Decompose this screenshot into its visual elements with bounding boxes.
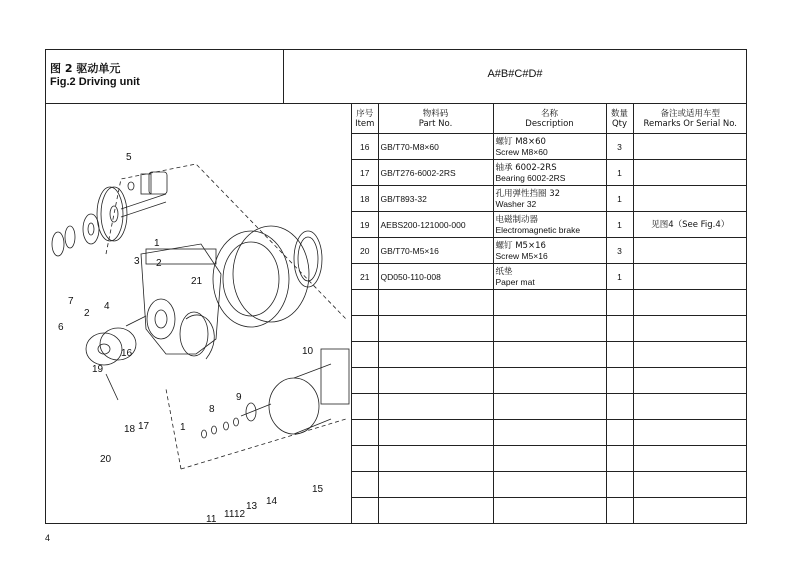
table-row (352, 160, 747, 186)
table-row (352, 212, 747, 238)
callout-9: 9 (236, 392, 242, 403)
parts-table (352, 104, 747, 524)
model-code-block (284, 50, 746, 104)
header-part-no: 物料码 Part No. (378, 104, 493, 134)
exploded-view-drawing (46, 104, 352, 523)
header-remarks: 备注或适用车型 Remarks Or Serial No. (633, 104, 747, 134)
empty-cell (633, 368, 747, 394)
empty-cell (378, 290, 493, 316)
empty-cell (606, 420, 633, 446)
cell-description: 孔用弹性挡圈 32 Washer 32 (493, 186, 606, 212)
callout-7: 7 (68, 296, 74, 307)
cell-remarks (633, 264, 747, 290)
empty-cell (352, 342, 378, 368)
cell-part-no: GB/T276-6002-2RS (378, 160, 493, 186)
cell-part-no: GB/T70-M8×60 (378, 134, 493, 160)
washer-part-13 (234, 418, 239, 426)
empty-table-row (352, 498, 747, 524)
cell-qty: 1 (606, 186, 633, 212)
callout-19: 19 (92, 364, 104, 375)
empty-cell (378, 368, 493, 394)
cell-part-no: GB/T70-M5×16 (378, 238, 493, 264)
empty-cell (378, 316, 493, 342)
header-item: 序号 Item (352, 104, 378, 134)
circlip-part-6 (65, 226, 75, 248)
empty-cell (633, 394, 747, 420)
callout-11a: 11 (206, 514, 217, 524)
empty-cell (493, 420, 606, 446)
empty-cell (493, 446, 606, 472)
cell-item: 18 (352, 186, 378, 212)
washer-part-11b (202, 430, 207, 438)
empty-cell (378, 472, 493, 498)
empty-cell (352, 472, 378, 498)
empty-table-row (352, 446, 747, 472)
callout-14: 14 (266, 496, 278, 507)
callout-1b: 1 (180, 422, 186, 433)
cell-item: 17 (352, 160, 378, 186)
empty-cell (606, 446, 633, 472)
empty-cell (352, 498, 378, 524)
page-number: 4 (45, 533, 51, 543)
cell-qty: 3 (606, 134, 633, 160)
empty-cell (352, 420, 378, 446)
callout-20: 20 (100, 454, 112, 465)
cell-qty: 1 (606, 264, 633, 290)
callout-8: 8 (209, 404, 215, 415)
table-row (352, 238, 747, 264)
gasket-part-8 (186, 315, 214, 359)
cell-description: 螺钉 M5×16 Screw M5×16 (493, 238, 606, 264)
parts-page-frame (45, 49, 747, 524)
callout-11b: 11 (224, 509, 235, 520)
motor-part-15 (269, 378, 319, 434)
callout-5: 5 (126, 152, 132, 163)
empty-cell (493, 394, 606, 420)
empty-cell (633, 316, 747, 342)
cell-description: 螺钉 M8×60 Screw M8×60 (493, 134, 606, 160)
empty-cell (493, 342, 606, 368)
seal-ring-part-7 (52, 232, 64, 256)
callout-1a: 1 (154, 238, 160, 249)
empty-cell (352, 368, 378, 394)
empty-table-row (352, 290, 747, 316)
cell-qty: 1 (606, 212, 633, 238)
callout-2a: 2 (156, 258, 162, 269)
cell-remarks (633, 160, 747, 186)
empty-cell (493, 498, 606, 524)
empty-table-row (352, 368, 747, 394)
callout-10: 10 (302, 346, 314, 357)
empty-cell (493, 290, 606, 316)
empty-cell (633, 498, 747, 524)
empty-cell (606, 316, 633, 342)
empty-cell (352, 290, 378, 316)
empty-table-row (352, 472, 747, 498)
screw-part-20 (106, 374, 118, 400)
callout-12: 12 (234, 509, 246, 520)
exploded-view-svg (46, 104, 351, 524)
housing-part-1 (141, 244, 221, 354)
cell-remarks (633, 186, 747, 212)
cell-remarks (633, 238, 747, 264)
empty-cell (606, 498, 633, 524)
callout-17: 17 (138, 421, 150, 432)
table-row (352, 264, 747, 290)
figure-title-block (46, 50, 284, 104)
empty-cell (633, 420, 747, 446)
header-qty: 数量 Qty (606, 104, 633, 134)
table-row (352, 134, 747, 160)
cell-item: 20 (352, 238, 378, 264)
empty-cell (378, 446, 493, 472)
cell-remarks (633, 134, 747, 160)
empty-cell (493, 472, 606, 498)
empty-cell (352, 394, 378, 420)
empty-cell (606, 472, 633, 498)
table-row (352, 186, 747, 212)
empty-cell (606, 290, 633, 316)
washer-part-11a (212, 426, 217, 434)
cell-item: 21 (352, 264, 378, 290)
callout-16: 16 (121, 348, 133, 359)
parts-table-header (352, 104, 747, 134)
empty-table-row (352, 316, 747, 342)
empty-cell (378, 342, 493, 368)
screw-part-16 (126, 316, 146, 326)
empty-cell (606, 394, 633, 420)
cell-part-no: GB/T893-32 (378, 186, 493, 212)
ring-gear-part-9 (213, 231, 289, 327)
empty-cell (606, 342, 633, 368)
figure-title-cn: 图 2 驱动单元 (50, 62, 121, 75)
callout-2b: 2 (84, 308, 90, 319)
callout-4: 4 (104, 301, 110, 312)
empty-cell (352, 316, 378, 342)
callout-13: 13 (246, 501, 258, 512)
pinion-part-1 (149, 172, 167, 194)
empty-cell (378, 498, 493, 524)
washer-part-12 (224, 422, 229, 430)
empty-cell (378, 420, 493, 446)
empty-table-row (352, 420, 747, 446)
key-part-5 (128, 182, 134, 190)
callout-15: 15 (312, 484, 324, 495)
header-description: 名称 Description (493, 104, 606, 134)
cell-item: 19 (352, 212, 378, 238)
cell-part-no: QD050-110-008 (378, 264, 493, 290)
callout-6: 6 (58, 322, 64, 333)
empty-table-row (352, 394, 747, 420)
model-code: A#B#C#D# (487, 68, 543, 80)
cell-part-no: AEBS200-121000-000 (378, 212, 493, 238)
empty-cell (493, 316, 606, 342)
cell-description: 电磁制动器 Electromagnetic brake (493, 212, 606, 238)
cell-qty: 3 (606, 238, 633, 264)
empty-cell (633, 446, 747, 472)
cell-remarks: 见图4（See Fig.4） (633, 212, 747, 238)
callout-21: 21 (191, 276, 203, 287)
empty-cell (633, 290, 747, 316)
bearing-part-2 (83, 214, 99, 244)
empty-cell (633, 342, 747, 368)
callout-3: 3 (134, 256, 140, 267)
cell-description: 轴承 6002-2RS Bearing 6002-2RS (493, 160, 606, 186)
empty-cell (493, 368, 606, 394)
cell-item: 16 (352, 134, 378, 160)
empty-cell (633, 472, 747, 498)
cell-qty: 1 (606, 160, 633, 186)
empty-cell (606, 368, 633, 394)
empty-cell (378, 394, 493, 420)
empty-table-row (352, 342, 747, 368)
callout-18: 18 (124, 424, 136, 435)
figure-title-en: Fig.2 Driving unit (50, 76, 140, 88)
cell-description: 纸垫 Paper mat (493, 264, 606, 290)
empty-cell (352, 446, 378, 472)
